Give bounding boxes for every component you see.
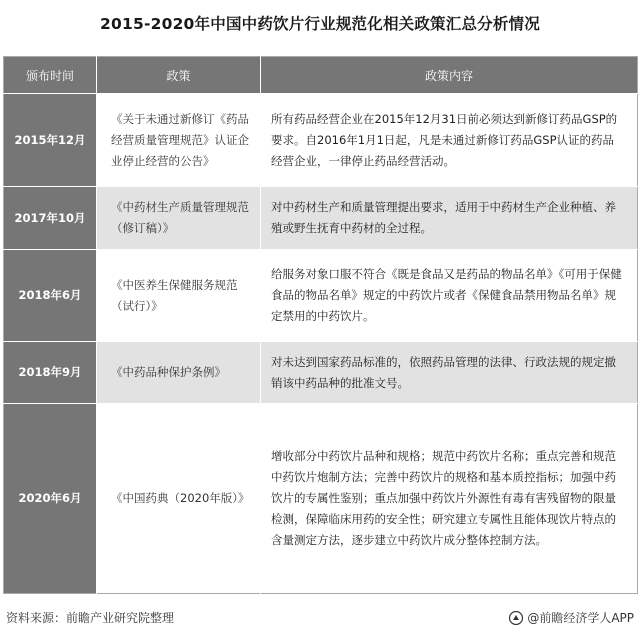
table-row xyxy=(4,404,638,594)
row-date: 2017年10月 xyxy=(4,187,97,250)
row-content: 对未达到国家药品标准的，依照药品管理的法律、行政法规的规定撤销该中药品种的批准文号。 xyxy=(261,342,638,404)
row-content: 增收部分中药饮片品种和规格；规范中药饮片名称；重点完善和规范中药饮片炮制方法；完善中药饮片的规格和基本质控指标；加强中药饮片的专属性鉴别；重点加强中药饮片外源性有毒有害残留物的限量检测，保障临床用药的安全性；研究建立专属性且能体现饮片特点的含量测定方法，逐步建立中药饮片成分整体控制方法。 xyxy=(261,404,638,594)
row-policy: 《中国药典（2020年版）》 xyxy=(97,404,261,594)
row-content: 所有药品经营企业在2015年12月31日前必须达到新修订药品GSP的要求。自2016年1月1日起，凡是未通过新修订药品GSP认证的药品经营企业，一律停止药品经营活动。 xyxy=(261,94,638,187)
table-row xyxy=(4,342,638,404)
table-row xyxy=(4,187,638,250)
row-policy: 《关于未通过新修订《药品经营质量管理规范》认证企业停止经营的公告》 xyxy=(97,94,261,187)
brand-credit xyxy=(509,609,634,626)
policy-table xyxy=(3,56,638,594)
page-title: 2015-2020年中国中药饮片行业规范化相关政策汇总分析情况 xyxy=(100,15,540,33)
row-policy: 《中药材生产质量管理规范（修订稿）》 xyxy=(97,187,261,250)
row-date: 2018年9月 xyxy=(4,342,97,404)
table-row xyxy=(4,250,638,342)
row-policy: 《中医养生保健服务规范（试行）》 xyxy=(97,250,261,342)
header-content: 政策内容 xyxy=(261,57,638,94)
row-content: 给服务对象口服不符合《既是食品又是药品的物品名单》《可用于保健食品的物品名单》规定的中药饮片或者《保健食品禁用物品名单》规定禁用的中药饮片。 xyxy=(261,250,638,342)
row-policy: 《中药品种保护条例》 xyxy=(97,342,261,404)
header-policy: 政策 xyxy=(97,57,261,94)
row-date: 2020年6月 xyxy=(4,404,97,594)
footer xyxy=(6,606,634,630)
source-note: 资料来源：前瞻产业研究院整理 xyxy=(6,611,175,625)
table-row xyxy=(4,94,638,187)
brand-logo-icon xyxy=(509,611,523,625)
row-date: 2015年12月 xyxy=(4,94,97,187)
brand-label: @前瞻经济学人APP xyxy=(527,611,634,625)
row-content: 对中药材生产和质量管理提出要求，适用于中药材生产企业种植、养殖或野生抚育中药材的全过程。 xyxy=(261,187,638,250)
table-header-row xyxy=(4,57,638,94)
row-date: 2018年6月 xyxy=(4,250,97,342)
header-date: 颁布时间 xyxy=(4,57,97,94)
